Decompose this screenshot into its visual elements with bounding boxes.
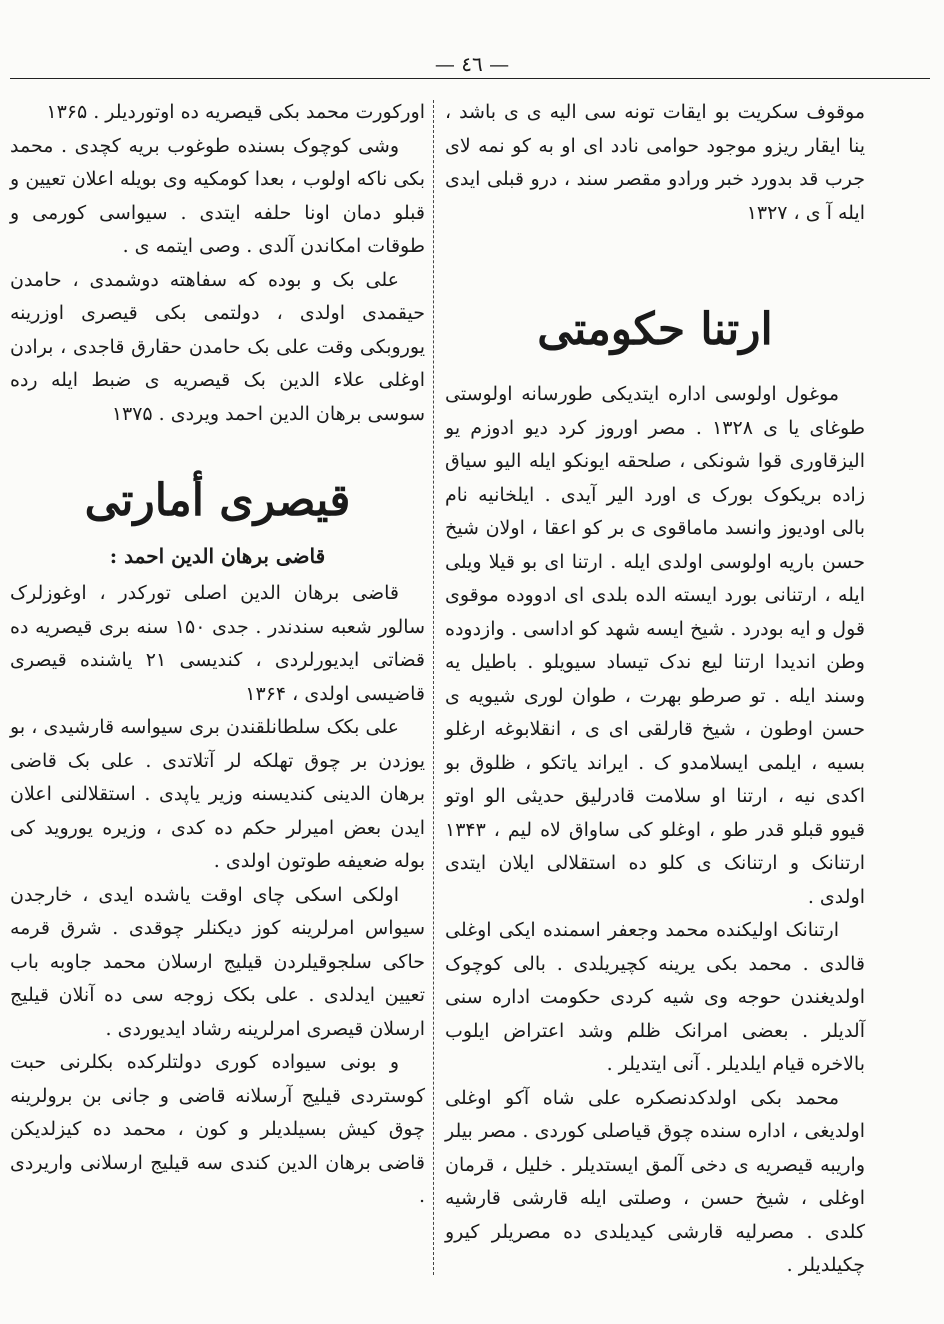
continued-paragraph: موقوف سکریت بو ایقات تونه سی الیه ی ی باشد ، ینا ایقار ریزو موجود حوامی نادد ای او به کو نمه لای جرب قد بدورد خبر ورادو مقصر سند ، درو قبلی ایدی ایله آ ی ، ۱۳۲۷	[445, 101, 865, 224]
left-column	[10, 96, 425, 1214]
paragraph: علی بکک سلطانلقندن بری سیواسه قارشیدی ، بو یوزدن بر چوق تهلکه لر آتلاتدی . علی بک قاضی برهان الدینی کندیسنه وزیر یاپدی . استقلالنی اعلان ایدن بعض امیرلر حکم ده کدی ، وزیره یوروید کی بوله ضعیفه طوتون اولدی .	[10, 716, 425, 872]
right-column	[445, 96, 865, 1283]
paragraph: ارتنانک اولیکنده محمد وجعفر اسمنده ایکی اوغلی قالدی . محمد بکی یرینه کچیریلدی . بالی کوچوک اولدیغندن حوجه وی شیه کردی حکومت اداره سنی آلدیلر . بعضی امرانک ظلم وشد اعتراض ایلوب بالاخره قیام ایلدیلر . آنی ایتدیلر .	[445, 919, 865, 1075]
paragraph: قاضی برهان الدین اصلی تورکدر ، اوغوزلرک سالور شعبه سندندر . جدی ۱۵۰ سنه بری قیصریه ده قضاتی ایدیورلردی ، کندیسی ۲۱ یاشنده قیصری قاضیسی اولدی ، ۱۳۶۴	[10, 582, 425, 705]
paragraph: موغول اولوسی اداره ایتدیکی طورسانه اولوستی طوغای یا ی ۱۳۲۸ . مصر اوروز کرد دیو ادوزم یو الیزقاوری قوا شونکی ، صلحقه ایونکو ایله الیو سیاق زاده بریکوک بورک ی اورد الیر آیدی . ایلخانیه نام بالی اودیوز وانسد ماماقوی ی بر کو اعقا ، اولان شیخ حسن باریه اولوسی اولدی ایله . ارتنا ای بو قیلا ویلی ایله ، ارتنانی بورد ایسته الده بلدی ای ادووده موقوی قول و ایه بودرد . شیخ ایسه شهد کو اداسی . وازدوده وطن اندیدا ارتنا لیع ندک تیساد سیویلو . باطیل یه وسند ایله . تو صرطو بهرت ، طوان لوری شیویه ی حسن اوطون ، شیخ قارلقی ای ی ، انقلابوغه ارغلو بسیه ، ایلمی ایسلامدو ک . ایراند یاتکو ، ظلوق بو اکدی نیه ، ارتنا او سلامت قادرلیق حدیثی الو اوتو قیوو قبلو قدر طو ، اوغلو کی ساواق لاه لیم ، ۱۳۴۳ ارتنانک و ارتنانک ی کلو ده استقلالی ایلان ایتدی اولدی .	[445, 383, 865, 908]
intro-paragraph: اورکورت محمد بکی قیصریه ده اوتوردیلر . ۱۳۶۵	[46, 101, 425, 123]
paragraph: محمد بکی اولدکدنصکره علی شاه آکو اوغلی اولدیغی ، اداره سنده چوق قیاصلی کوردی . مصر بیلر واریبه قیصریه ی دخی آلمق ایستدیلر . خلیل ، قرمان اوغلی ، شیخ حسن ، وصلتی ایله قارشی قارشیه کلدی . مصرلیه قارشی کیدیلدی ده مصریلر کیرو چکیلدیلر .	[445, 1086, 865, 1276]
paragraph: اولکی اسکی چای اوقت یاشده ایدی ، خارجدن سیواس امرلرینه کوز دیکنلر چوقدی . شرق قرمه حاکی سلجوقیلردن قیلیج ارسلان محمد جاوبه باب تعیین ایدلدی . علی بکک زوجه سی ده آنلان قیلیج ارسلان قیصری امرلرینه رشاد ایدیوردی .	[10, 883, 425, 1040]
subsection-title: قاضی برهان الدین احمد :	[109, 544, 326, 568]
section-title-kayseri: قیصری أمارتی	[84, 475, 351, 526]
section-title-artuqid: ارتنا حکومتی	[537, 304, 773, 355]
column-divider	[433, 100, 434, 1275]
header-rule	[10, 78, 930, 79]
paragraph: و بونی سیواده کوری دولتلرکده بکلرنی حبت کوستردی قیلیج آرسلانه قاضی و جانی بن برولرینه چوق کیش بسیلدیلر و کون ، محمد ده کیزلدیکن قاضی برهان الدین کندی سه قیلیج ارسلانی واریردی .	[10, 1051, 425, 1207]
page-number: — ٤٦ —	[434, 52, 510, 76]
intro-paragraph: وشی کوچوک بسنده طوغوب بریه کچدی . محمد بکی ناکه اولوب ، بعدا کومکیه وی بویله اعلان تعیین و قبلو دمان اونا حلفه ایتدی . سیواسی کورمی و طوقات امکاندن آلدی . وصی ایتمه ی .	[10, 134, 425, 257]
intro-paragraph: علی بک و بوده که سفاهته دوشمدی ، حامدن حیقمدی اولدی ، دولتمی بکی قیصری اوزرینه یوروبکی وقت علی بک حامدن حقارق قاجدی ، برادن اوغلی علاء الدین بک قیصریه ی ضبط ایله رده سوسی برهان الدین احمد ویردی . ۱۳۷۵	[10, 268, 425, 425]
